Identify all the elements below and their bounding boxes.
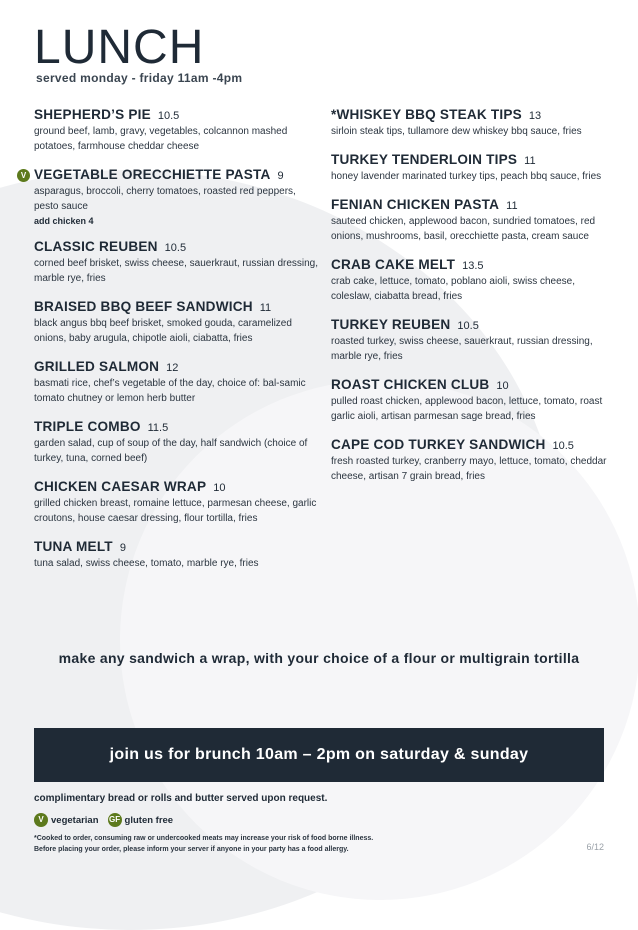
menu-item-name: CHICKEN CAESAR WRAP — [34, 479, 207, 494]
menu-item-price: 9 — [119, 542, 126, 554]
menu-item-header — [331, 257, 616, 272]
menu-item-price: 10 — [496, 380, 509, 392]
menu-item-description: basmati rice, chef’s vegetable of the day, choice of: bal-samic tomato chutney or lemon herb butter — [34, 378, 306, 404]
menu-item-description: asparagus, broccoli, cherry tomatoes, roasted red peppers, pesto sauce — [34, 186, 296, 212]
menu-item-description: ground beef, lamb, gravy, vegetables, colcannon mashed potatoes, farmhouse cheddar cheese — [34, 126, 288, 152]
menu-item-price: 11 — [259, 302, 272, 314]
wrap-note: make any sandwich a wrap, with your choice of a flour or multigrain tortilla — [58, 650, 580, 666]
menu-item-price: 10 — [213, 482, 226, 494]
menu-item-addon: add chicken 4 — [34, 216, 94, 226]
gluten-free-icon: GF — [108, 813, 122, 827]
menu-item-header — [34, 299, 319, 314]
menu-item-name: TURKEY TENDERLOIN TIPS — [331, 152, 518, 167]
menu-item — [331, 437, 616, 484]
menu-item-name: TUNA MELT — [34, 539, 113, 554]
menu-item-price: 11 — [524, 155, 536, 167]
menu-item — [34, 107, 319, 154]
menu-item — [34, 239, 319, 286]
menu-item — [34, 539, 319, 571]
menu-item-price: 13 — [528, 110, 542, 122]
menu-item-header — [20, 167, 319, 182]
menu-item — [331, 107, 616, 139]
menu-item-name: CLASSIC REUBEN — [34, 239, 158, 254]
menu-item-name: SHEPHERD’S PIE — [34, 107, 151, 122]
menu-item — [34, 359, 319, 406]
menu-item — [331, 257, 616, 304]
menu-item-price: 9 — [277, 170, 284, 182]
menu-item-header — [331, 152, 616, 167]
menu-item-header — [331, 377, 616, 392]
allergy-disclaimer — [34, 833, 574, 855]
menu-item — [34, 419, 319, 466]
menu-item-name: VEGETABLE ORECCHIETTE PASTA — [34, 167, 271, 182]
brunch-banner — [34, 728, 604, 782]
menu-item-description: corned beef brisket, swiss cheese, sauerkraut, russian dressing, marble rye, fries — [34, 258, 319, 284]
menu-item-name: CRAB CAKE MELT — [331, 257, 456, 272]
menu-item-header — [34, 539, 319, 554]
menu-column-left — [20, 107, 319, 584]
menu-item-description: black angus bbq beef brisket, smoked gouda, caramelized onions, baby arugula, chipotle aioli, ciabatta, fries — [34, 318, 292, 344]
menu-item-header — [34, 239, 319, 254]
legend-label-vegetarian: vegetarian — [51, 814, 99, 826]
menu-item-description: crab cake, lettuce, tomato, poblano aioli, swiss cheese, coleslaw, ciabatta bread, fries — [331, 276, 576, 302]
dietary-legend — [34, 813, 182, 827]
menu-item-description: sauteed chicken, applewood bacon, sundried tomatoes, red onions, mushrooms, basil, orecchiette pasta, cream sauce — [331, 216, 596, 242]
bread-note: complimentary bread or rolls and butter served upon request. — [34, 793, 328, 804]
menu-item-name: BRAISED BBQ BEEF SANDWICH — [34, 299, 253, 314]
legend-label-gluten-free: gluten free — [124, 814, 174, 826]
vegetarian-icon: V — [17, 169, 30, 182]
page-title: LUNCH — [34, 21, 205, 74]
menu-item — [331, 152, 616, 184]
menu-item-price: 10.5 — [457, 320, 479, 332]
menu-item-name: TRIPLE COMBO — [34, 419, 141, 434]
menu-item-header — [331, 437, 616, 452]
menu-item — [34, 479, 319, 526]
menu-item-description: grilled chicken breast, romaine lettuce, parmesan cheese, garlic croutons, house caesar dressing, flour tortilla, fries — [34, 498, 317, 524]
menu-item-header — [34, 359, 319, 374]
menu-item-price: 13.5 — [462, 260, 484, 272]
menu-item-price: 12 — [166, 362, 179, 374]
menu-item-description: sirloin steak tips, tullamore dew whiskey bbq sauce, fries — [331, 126, 582, 137]
menu-item-price: 11.5 — [147, 422, 169, 434]
menu-item-price: 10.5 — [157, 110, 180, 122]
menu-column-right — [331, 107, 616, 497]
menu-item-header — [331, 107, 616, 122]
menu-item — [34, 299, 319, 346]
menu-item-name: TURKEY REUBEN — [331, 317, 451, 332]
menu-item-header — [331, 317, 616, 332]
menu-item-header — [34, 479, 319, 494]
brunch-banner-text: join us for brunch 10am – 2pm on saturday & sunday — [109, 746, 529, 763]
menu-item-description: tuna salad, swiss cheese, tomato, marble rye, fries — [34, 558, 259, 569]
menu-item — [331, 317, 616, 364]
page-number: 6/12 — [586, 842, 604, 852]
menu-item — [331, 197, 616, 244]
menu-item-name: CAPE COD TURKEY SANDWICH — [331, 437, 546, 452]
menu-item-name: GRILLED SALMON — [34, 359, 160, 374]
disclaimer-line: *Cooked to order, consuming raw or undercooked meats may increase your risk of food borne illness. — [34, 835, 374, 842]
menu-item-description: fresh roasted turkey, cranberry mayo, lettuce, tomato, cheddar cheese, artisan 7 grain bread, fries — [331, 456, 607, 482]
menu-item — [331, 377, 616, 424]
menu-item-description: pulled roast chicken, applewood bacon, lettuce, tomato, roast garlic aioli, artisan parmesan sage bread, fries — [331, 396, 603, 422]
menu-item — [20, 167, 319, 226]
menu-item-description: roasted turkey, swiss cheese, sauerkraut, russian dressing, marble rye, fries — [331, 336, 593, 362]
vegetarian-icon: V — [34, 813, 48, 827]
menu-item-name: FENIAN CHICKEN PASTA — [331, 197, 500, 212]
menu-item-description: garden salad, cup of soup of the day, half sandwich (choice of turkey, tuna, corned beef) — [34, 438, 308, 464]
menu-item-price: 10.5 — [552, 440, 574, 452]
menu-item-name: *WHISKEY BBQ STEAK TIPS — [331, 107, 522, 122]
menu-item-price: 11 — [506, 200, 518, 212]
menu-item-header — [331, 197, 616, 212]
menu-item-header — [34, 419, 319, 434]
menu-item-name: ROAST CHICKEN CLUB — [331, 377, 490, 392]
menu-item-price: 10.5 — [164, 242, 187, 254]
menu-item-description: honey lavender marinated turkey tips, peach bbq sauce, fries — [331, 171, 602, 182]
disclaimer-line: Before placing your order, please inform your server if anyone in your party has a food allergy. — [34, 846, 349, 853]
page-subtitle: served monday - friday 11am -4pm — [36, 71, 243, 85]
menu-item-header — [34, 107, 319, 122]
